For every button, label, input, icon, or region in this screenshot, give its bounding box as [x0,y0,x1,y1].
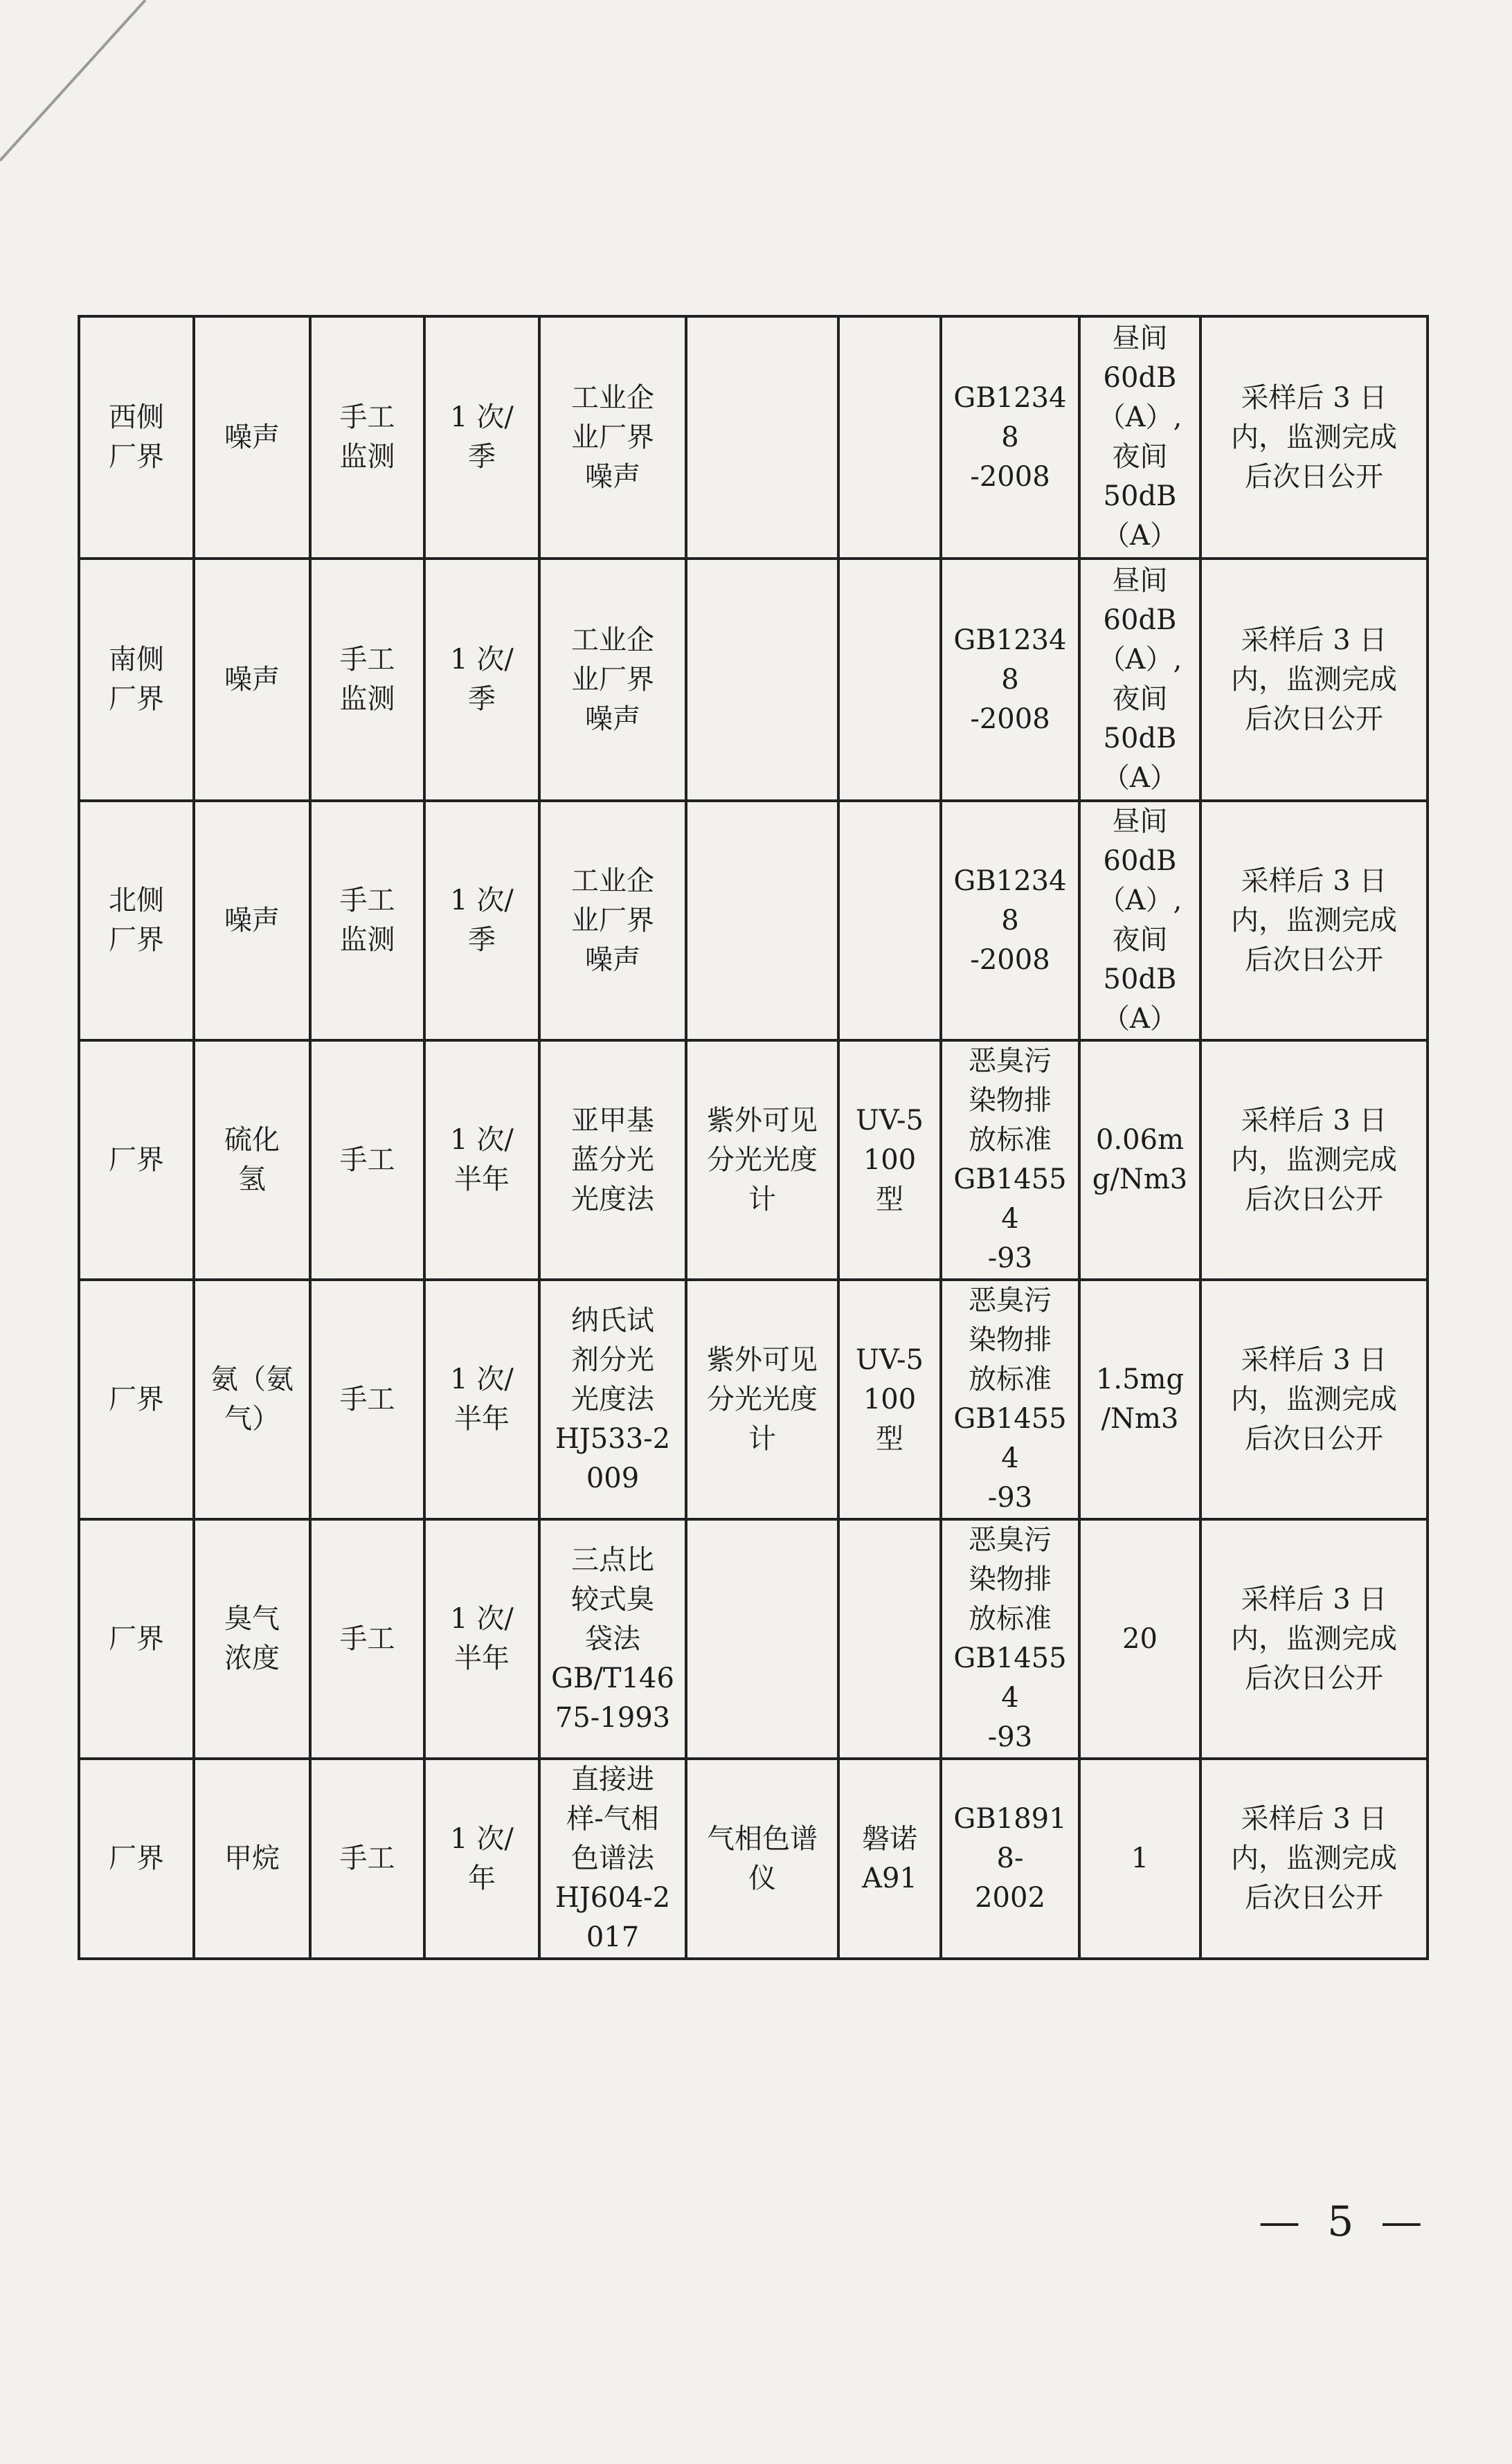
frequency-cell: 1 次/ 季 [424,559,539,801]
frequency-cell: 1 次/ 季 [424,316,539,559]
table-row [79,1040,1428,1280]
method-cell: 手工 [310,1759,424,1959]
page-number: — 5 — [1259,2198,1430,2246]
table-row [79,1280,1428,1519]
table-row [79,316,1428,559]
item-cell: 噪声 [194,801,310,1040]
location-cell: 南侧 厂界 [79,559,194,801]
instrument-cell [686,801,838,1040]
standard-cell: GB12348 -2008 [941,559,1079,801]
method-cell: 手工 [310,1040,424,1280]
model-cell [838,801,941,1040]
method-cell: 手工 [310,1280,424,1519]
frequency-cell: 1 次/ 半年 [424,1519,539,1759]
analysis-method-cell: 纳氏试 剂分光 光度法 HJ533-2 009 [539,1280,686,1519]
standard-cell: 恶臭污 染物排 放标准 GB14554 -93 [941,1040,1079,1280]
method-cell: 手工 监测 [310,801,424,1040]
disclosure-cell: 采样后 3 日 内，监测完成 后次日公开 [1200,1759,1428,1959]
item-cell: 甲烷 [194,1759,310,1959]
analysis-method-cell: 工业企 业厂界 噪声 [539,801,686,1040]
disclosure-cell: 采样后 3 日 内，监测完成 后次日公开 [1200,1040,1428,1280]
model-cell [838,1519,941,1759]
item-cell: 硫化 氢 [194,1040,310,1280]
table-row [79,1759,1428,1959]
location-cell: 厂界 [79,1519,194,1759]
analysis-method-cell: 工业企 业厂界 噪声 [539,316,686,559]
item-cell: 氨（氨 气） [194,1280,310,1519]
instrument-cell: 气相色谱 仪 [686,1759,838,1959]
location-cell: 厂界 [79,1280,194,1519]
monitoring-table-body [79,316,1428,1959]
limit-cell: 昼间 60dB （A）, 夜间 50dB （A） [1079,801,1200,1040]
model-cell [838,559,941,801]
disclosure-cell: 采样后 3 日 内，监测完成 后次日公开 [1200,559,1428,801]
item-cell: 噪声 [194,559,310,801]
table-row [79,801,1428,1040]
limit-cell: 1.5mg /Nm3 [1079,1280,1200,1519]
location-cell: 北侧 厂界 [79,801,194,1040]
table-row [79,1519,1428,1759]
standard-cell: 恶臭污 染物排 放标准 GB14554 -93 [941,1519,1079,1759]
model-cell: UV-5 100 型 [838,1040,941,1280]
model-cell [838,316,941,559]
standard-cell: GB12348 -2008 [941,316,1079,559]
disclosure-cell: 采样后 3 日 内，监测完成 后次日公开 [1200,1519,1428,1759]
table-row [79,559,1428,801]
instrument-cell [686,316,838,559]
method-cell: 手工 [310,1519,424,1759]
item-cell: 噪声 [194,316,310,559]
page-corner-fold [0,0,152,166]
frequency-cell: 1 次/ 半年 [424,1040,539,1280]
disclosure-cell: 采样后 3 日 内，监测完成 后次日公开 [1200,316,1428,559]
model-cell: UV-5 100 型 [838,1280,941,1519]
frequency-cell: 1 次/ 半年 [424,1280,539,1519]
method-cell: 手工 监测 [310,559,424,801]
item-cell: 臭气 浓度 [194,1519,310,1759]
instrument-cell: 紫外可见 分光光度 计 [686,1280,838,1519]
limit-cell: 昼间 60dB （A）, 夜间 50dB （A） [1079,316,1200,559]
location-cell: 厂界 [79,1040,194,1280]
limit-cell: 0.06m g/Nm3 [1079,1040,1200,1280]
limit-cell: 1 [1079,1759,1200,1959]
standard-cell: 恶臭污 染物排 放标准 GB14554 -93 [941,1280,1079,1519]
limit-cell: 20 [1079,1519,1200,1759]
disclosure-cell: 采样后 3 日 内，监测完成 后次日公开 [1200,1280,1428,1519]
disclosure-cell: 采样后 3 日 内，监测完成 后次日公开 [1200,801,1428,1040]
instrument-cell [686,1519,838,1759]
frequency-cell: 1 次/ 年 [424,1759,539,1959]
location-cell: 厂界 [79,1759,194,1959]
limit-cell: 昼间 60dB （A）, 夜间 50dB （A） [1079,559,1200,801]
standard-cell: GB12348 -2008 [941,801,1079,1040]
method-cell: 手工 监测 [310,316,424,559]
location-cell: 西侧 厂界 [79,316,194,559]
standard-cell: GB18918- 2002 [941,1759,1079,1959]
instrument-cell: 紫外可见 分光光度 计 [686,1040,838,1280]
frequency-cell: 1 次/ 季 [424,801,539,1040]
analysis-method-cell: 三点比 较式臭 袋法 GB/T146 75-1993 [539,1519,686,1759]
analysis-method-cell: 工业企 业厂界 噪声 [539,559,686,801]
analysis-method-cell: 直接进 样-气相 色谱法 HJ604-2 017 [539,1759,686,1959]
analysis-method-cell: 亚甲基 蓝分光 光度法 [539,1040,686,1280]
instrument-cell [686,559,838,801]
model-cell: 磐诺 A91 [838,1759,941,1959]
monitoring-table [78,315,1429,1960]
